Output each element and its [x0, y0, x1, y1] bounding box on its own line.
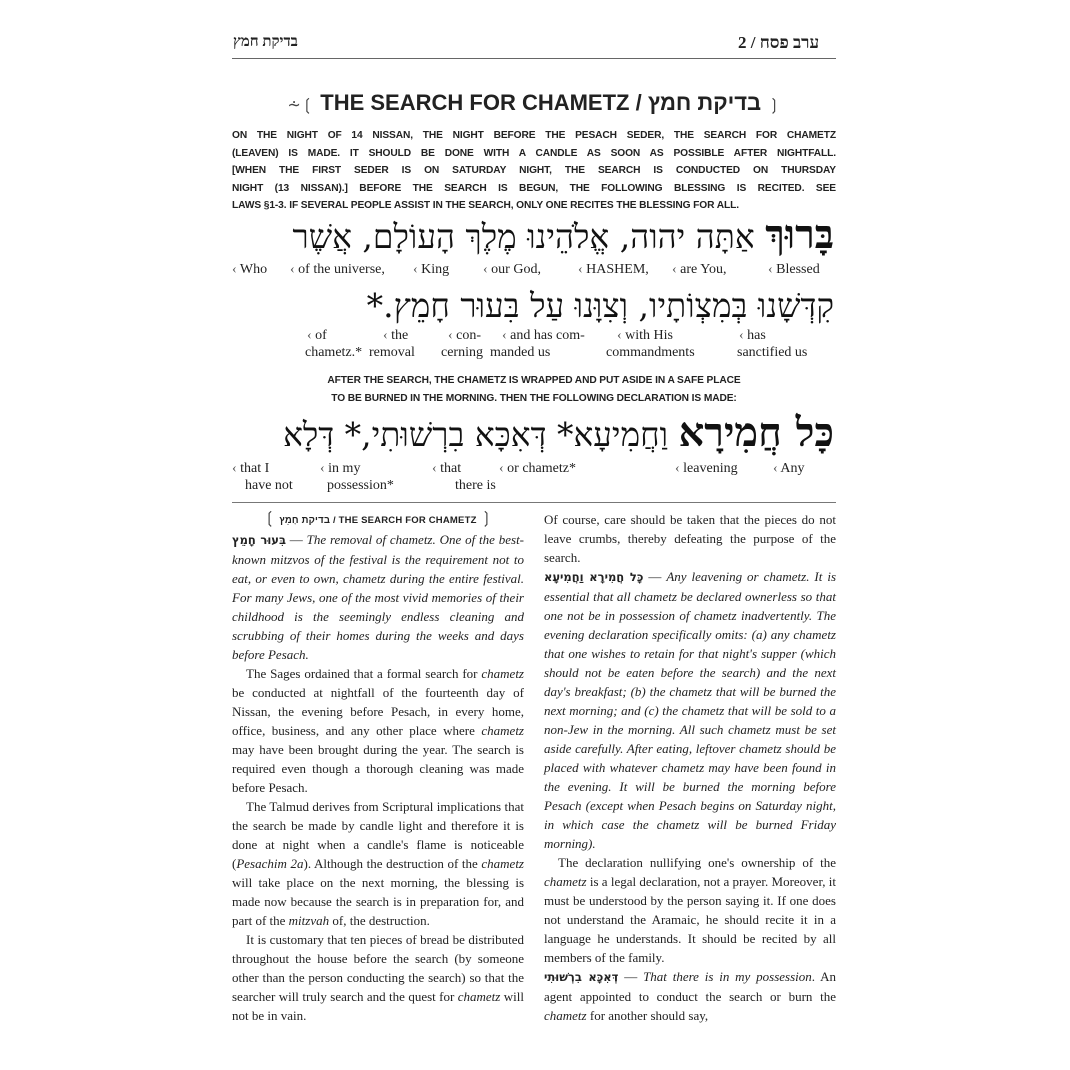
gloss-text: con-: [456, 328, 482, 343]
gloss-text: King: [421, 262, 450, 277]
ornament-right-icon: ❳: [767, 97, 781, 114]
title-english: THE SEARCH FOR CHAMETZ: [320, 90, 630, 115]
gloss-word: [383, 328, 408, 344]
gloss-separator-icon: ‹: [502, 328, 511, 343]
gloss-text: of: [315, 328, 327, 343]
gloss-word: [307, 328, 327, 344]
commentary-text: The Talmud derives from Scriptural implications that the search be made by candle light and therefore it is done at night when a candle's flame is noticeable (Pesachim 2a). Although the destruction of the chametz will take place on the next morning, the blessing is made now because the search is in preparation for, and part of the mitzvah of, the destruction.: [232, 799, 524, 928]
gloss-word: [305, 345, 362, 361]
gloss-text: removal: [369, 345, 415, 360]
blessing-line-1: [292, 211, 834, 258]
gloss-text: that: [440, 461, 462, 476]
instruction-line: LAWS §1-3. IF SEVERAL PEOPLE ASSIST IN THE SEARCH, ONLY ONE RECITES THE BLESSING FOR ALL.: [232, 200, 739, 211]
gloss-word: [737, 345, 807, 361]
instruction-line: AFTER THE SEARCH, THE CHAMETZ IS WRAPPED AND PUT ASIDE IN A SAFE PLACE: [327, 375, 741, 386]
gloss-word: [483, 262, 541, 278]
gloss-separator-icon: ‹: [483, 262, 492, 277]
gloss-word: [448, 328, 481, 344]
gloss-word: [578, 262, 649, 278]
gloss-text: Blessed: [776, 262, 820, 277]
gloss-separator-icon: ‹: [773, 461, 781, 476]
gloss-text: the: [391, 328, 409, 343]
gloss-word: [768, 262, 820, 278]
gloss-word: [455, 478, 496, 494]
gloss-word: [327, 478, 394, 494]
commentary-text: It is customary that ten pieces of bread be distributed throughout the house before the search (by someone other than the person conducting the search) so that the searcher will truly search and the quest for chametz will not be in vain.: [232, 932, 524, 1023]
gloss-separator-icon: ‹: [413, 262, 422, 277]
gloss-text: chametz.*: [305, 345, 363, 360]
commentary-lemma: דְּאִכָּא בִרְשׁוּתִי: [544, 970, 619, 984]
gloss-text: cerning: [441, 345, 483, 360]
gloss-word: [502, 328, 585, 344]
commentary-text: The declaration nullifying one's ownership of the chametz is a legal declaration, not a prayer. Moreover, it must be understood by the person saying it. If one does not understand the Aramaic, he should recite it in a language he understands. It should be recited by all members of the family.: [544, 855, 836, 965]
commentary-text: — The removal of chametz. One of the best-known mitzvos of the festival is the requirement not to eat, or even to own, chametz during the entire festival. For many Jews, one of the most vivid memories of their childhood is the seemingly endless cleaning and scrubbing of their homes during the weeks and days before Pesach.: [232, 532, 525, 662]
gloss-text: leavening: [683, 461, 738, 476]
gloss-word: [441, 345, 483, 361]
commentary-paragraph: [232, 664, 524, 797]
commentary-lemma: כָּל חֲמִירָא וַחֲמִיעָא: [544, 570, 644, 584]
gloss-text: Who: [239, 262, 268, 277]
gloss-text: and has com-: [510, 328, 585, 343]
commentary-right-column: [544, 510, 836, 1025]
gloss-text: manded us: [490, 345, 551, 360]
gloss-separator-icon: ‹: [675, 461, 684, 476]
gloss-text: in my: [328, 461, 361, 476]
gloss-word: [490, 345, 550, 361]
commentary-text: — Any leavening or chametz. It is essential that all chametz be declared ownerless so that one not be in possession of chametz inadvertently. The evening declaration specifically omits: (a) any chametz that one wishes to retain for that night's supper (which should not be eaten before the search) and the next day's breakfast; (b) the chametz that will be burned the next morning; and (c) the chametz that will be sold to a non-Jew in the morning. All such chametz must be set aside carefully. After eating, leftover chametz should be placed with whatever chametz may have been found in the evening. It will be burned the morning before Pesach (except when Pesach begins on Saturday night, in which case the chametz will be burned Friday morning).: [544, 569, 837, 851]
commentary-lemma: בִּעוּר חָמֵץ: [232, 533, 286, 547]
instructions-before-blessing: [232, 127, 836, 215]
gloss-text: there is: [455, 478, 496, 493]
gloss-separator-icon: ‹: [739, 328, 748, 343]
gloss-separator-icon: ‹: [383, 328, 392, 343]
gloss-separator-icon: ‹: [290, 262, 299, 277]
gloss-separator-icon: ‹: [232, 461, 241, 476]
commentary-text: The Sages ordained that a formal search for chametz be conducted at nightfall of the fourteenth day of Nissan, the evening before Pesach, in every home, office, business, and any other place where chametz may have been brought during the year. The search is required even though a thorough cleaning was made before Pesach.: [232, 666, 524, 795]
commentary-rule: [232, 502, 836, 503]
gloss-text: sanctified us: [737, 345, 808, 360]
gloss-word: [413, 262, 449, 278]
gloss-word: [499, 461, 576, 477]
gloss-separator-icon: ‹: [617, 328, 626, 343]
gloss-text: or chametz*: [507, 461, 576, 476]
gloss-text: possession*: [327, 478, 394, 493]
gloss-separator-icon: ‹: [499, 461, 508, 476]
declaration-line: [283, 409, 834, 456]
running-head-right: 2 / ערב פסח: [738, 33, 820, 52]
commentary-left-column: [232, 510, 524, 1025]
title-hebrew: בדיקת חמץ: [647, 90, 762, 115]
commentary-text: — That there is in my possession. An agent appointed to conduct the search or burn the chametz for another should say,: [544, 969, 836, 1023]
commentary-heading-english: THE SEARCH FOR CHAMETZ: [338, 515, 477, 526]
gloss-text: are You,: [680, 262, 727, 277]
gloss-separator-icon: ‹: [578, 262, 587, 277]
gloss-word: [739, 328, 766, 344]
commentary-paragraph: [544, 567, 836, 853]
gloss-text: commandments: [606, 345, 695, 360]
instruction-line: [WHEN THE FIRST SEDER IS ON SATURDAY NIGHT, THE SEARCH IS CONDUCTED ON THURSDAY: [232, 165, 836, 176]
gloss-word: [232, 262, 267, 278]
blessing-line-2: קִדְּשָׁנוּ בְּמִצְוֹתָיו, וְצִוָּנוּ עַל בִּעוּר חָמֵץ.*: [366, 286, 834, 325]
gloss-word: [675, 461, 738, 477]
instruction-line: ON THE NIGHT OF 14 NISSAN, THE NIGHT BEFORE THE PESACH SEDER, THE SEARCH FOR CHAMETZ: [232, 130, 836, 141]
commentary-paragraph: [232, 797, 524, 930]
comm-ornament-left-icon: ❲: [262, 510, 277, 527]
title-separator: /: [629, 90, 648, 115]
gloss-word: [369, 345, 415, 361]
declaration-text: וַחֲמִיעָא* דְּאִכָּא בִרְשׁוּתִי,* דְּלָא: [283, 415, 669, 454]
commentary-heading-hebrew: בדיקת חָמֵץ: [279, 515, 331, 526]
blessing-line-1-text: אַתָּה יהוה, אֱלֹהֵינוּ מֶלֶךְ הָעוֹלָם, אֲשֶׁר: [292, 217, 755, 256]
instruction-line: NIGHT (13 NISSAN).] BEFORE THE SEARCH IS BEGUN, THE FOLLOWING BLESSING IS RECITED. SEE: [232, 182, 836, 194]
gloss-separator-icon: ‹: [232, 262, 240, 277]
gloss-text: HASHEM,: [586, 262, 649, 277]
gloss-text: Any: [780, 461, 805, 476]
gloss-text: of the universe,: [298, 262, 385, 277]
header-rule: [232, 58, 836, 59]
ornament-left-icon: ⩪❲: [287, 97, 315, 114]
instruction-line: TO BE BURNED IN THE MORNING. THEN THE FOLLOWING DECLARATION IS MADE:: [331, 392, 737, 404]
commentary-paragraph: [544, 510, 836, 567]
gloss-word: [245, 478, 293, 494]
gloss-word: [606, 345, 695, 361]
commentary-paragraph: [232, 930, 524, 1025]
gloss-word: [290, 262, 385, 278]
blessing-first-word: בָּרוּךְ: [765, 211, 834, 258]
running-head-left: בדיקת חמץ: [233, 34, 298, 50]
gloss-text: that I: [240, 461, 270, 476]
comm-ornament-right-icon: ❳: [479, 510, 494, 527]
commentary-heading: ❲ בדיקת חָמֵץ / THE SEARCH FOR CHAMETZ ❳: [262, 510, 494, 527]
commentary-paragraph: [544, 967, 836, 1025]
gloss-separator-icon: ‹: [320, 461, 329, 476]
gloss-text: our God,: [491, 262, 541, 277]
gloss-word: [617, 328, 673, 344]
gloss-word: [432, 461, 461, 477]
gloss-word: [672, 262, 726, 278]
gloss-separator-icon: ‹: [448, 328, 457, 343]
gloss-text: has: [747, 328, 766, 343]
section-title: [232, 90, 836, 116]
gloss-separator-icon: ‹: [768, 262, 777, 277]
commentary-paragraph: [232, 530, 524, 664]
commentary-text: Of course, care should be taken that the pieces do not leave crumbs, thereby defeating the purpose of the search.: [544, 512, 836, 565]
gloss-separator-icon: ‹: [672, 262, 681, 277]
declaration-first-words: כָּל חֲמִירָא: [678, 409, 834, 456]
gloss-word: [232, 461, 269, 477]
gloss-separator-icon: ‹: [307, 328, 316, 343]
gloss-text: have not: [245, 478, 293, 493]
instructions-after-search: [232, 372, 836, 407]
gloss-separator-icon: ‹: [432, 461, 441, 476]
gloss-word: [320, 461, 360, 477]
gloss-text: with His: [625, 328, 674, 343]
instruction-line: (LEAVEN) IS MADE. IT SHOULD BE DONE WITH A CANDLE AS SOON AS POSSIBLE AFTER NIGHTFALL.: [232, 147, 836, 159]
commentary-paragraph: [544, 853, 836, 967]
gloss-word: [773, 461, 805, 477]
